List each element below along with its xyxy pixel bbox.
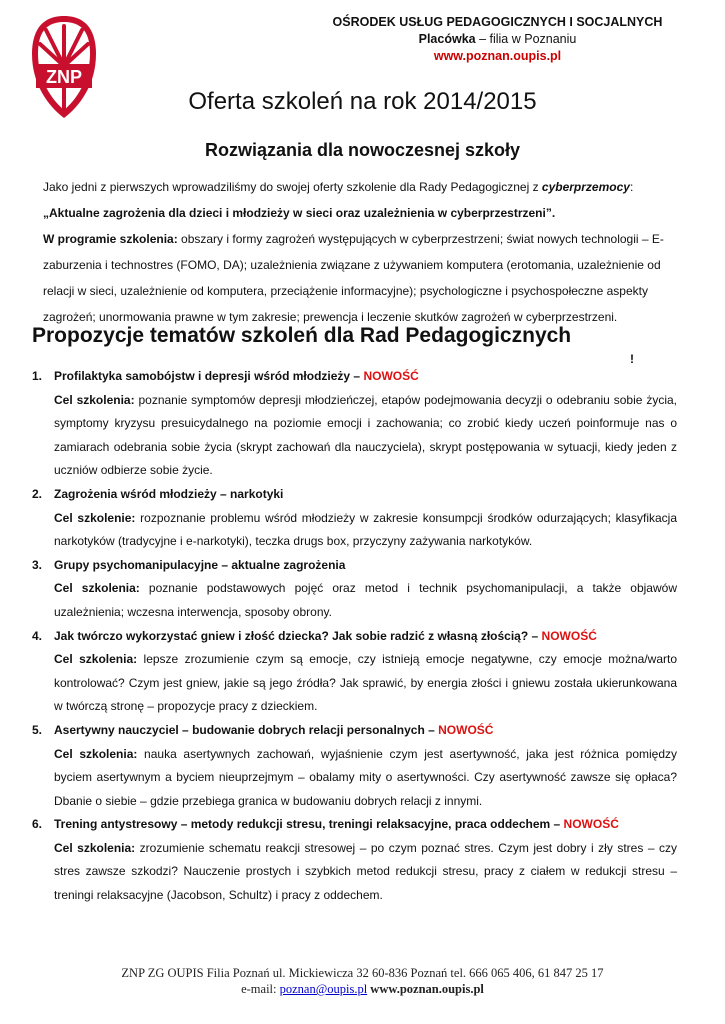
topic-description xyxy=(32,648,677,719)
topic-description xyxy=(32,577,677,624)
footer-email-link[interactable]: poznan@oupis.pl xyxy=(279,982,368,996)
goal-label: Cel szkolenia: xyxy=(54,746,138,761)
goal-text: zrozumienie schematu reakcji stresowej – po czym poznać stres. Czym jest dobry i zły stres – czy stres zawsze szkodzi? Nauczenie prostych i szybkich metod redukcji stresu, pracy z ciałem w redukcji stresu – treningi relaksacyjne (Jacobson, Schultz) i pracy z oddechem. xyxy=(54,840,677,903)
topic-title xyxy=(32,483,677,507)
new-badge: NOWOŚĆ xyxy=(541,628,597,643)
header xyxy=(300,14,695,65)
topic-item xyxy=(32,625,677,719)
topic-title-text: Jak twórczo wykorzystać gniew i złość dziecka? Jak sobie radzić z własną złością? – xyxy=(54,628,542,643)
footer xyxy=(0,965,725,997)
topic-description xyxy=(32,743,677,814)
footer-contact xyxy=(0,981,725,997)
topic-title-text: Asertywny nauczyciel – budowanie dobrych relacji personalnych – xyxy=(54,722,439,737)
topic-item xyxy=(32,483,677,554)
goal-text: rozpoznanie problemu wśród młodzieży w zakresie konsumpcji środków odurzających; klasyfikacja narkotyków (tradycyjne i e-narkotyki), teczka drugs box, przyczyny zażywania narkotyków. xyxy=(54,510,677,549)
topic-number: 4. xyxy=(32,628,43,643)
goal-label: Cel szkolenia: xyxy=(54,581,140,596)
branch-rest: – filia w Poznaniu xyxy=(475,32,577,46)
logo-text: ZNP xyxy=(46,67,82,87)
topic-item xyxy=(32,719,677,813)
goal-label: Cel szkolenie: xyxy=(54,510,136,525)
topic-title xyxy=(32,719,677,743)
topics-list xyxy=(32,365,677,908)
goal-text: nauka asertywnych zachowań, wyjaśnienie czym jest asertywność, jaka jest różnica pomiędzy byciem asertywnym a byciem nieuprzejmym – obalamy mity o asertywności. Czy asertywność zawsze się opłaca? Dbanie o siebie – gdzie przebiega granica w budowaniu dobrych relacji z innymi. xyxy=(54,746,677,808)
goal-label: Cel szkolenia: xyxy=(54,840,136,855)
topic-number: 5. xyxy=(32,722,43,737)
topic-title xyxy=(32,813,677,837)
program-text: obszary i formy zagrożeń występujących w cyberprzestrzeni; świat nowych technologii – E-zaburzenia i technostres (FOMO, DA); uzależnienia związane z używaniem komputera (erotomania, uzależnienie od relacji w sieci, uzależnienie od komputera, przeciążenie informacyjne); psychologiczne i psychospołeczne aspekty zagrożeń; unormowania prawne w tym zakresie; prewencja i leczenie skutków zagrożeń w cyberprzestrzeni. xyxy=(43,232,664,324)
page-title: Oferta szkoleń na rok 2014/2015 xyxy=(188,88,537,115)
topic-description xyxy=(32,837,677,908)
topic-title-text: Grupy psychomanipulacyjne – aktualne zagrożenia xyxy=(54,557,346,572)
new-badge: NOWOŚĆ xyxy=(363,369,419,383)
intro xyxy=(43,174,693,330)
email-label: e-mail: xyxy=(241,982,280,996)
goal-text: lepsze zrozumienie czym są emocje, czy istnieją emocje negatywne, czy emocje można/warto kontrolować? Czym jest gniew, jakie są jego źródła? Jak sprawić, by energia złości i gniewu została ukierunkowana w twórczą stronę – propozycje pracy z dzieckiem. xyxy=(54,652,678,714)
intro-quote: „Aktualne zagrożenia dla dzieci i młodzieży w sieci oraz uzależnienia w cyberprzestrzeni”. xyxy=(43,206,556,220)
topic-title xyxy=(32,365,677,389)
section-title: Propozycje tematów szkoleń dla Rad Pedagogicznych xyxy=(32,324,572,347)
footer-address: ZNP ZG OUPIS Filia Poznań ul. Mickiewicza 32 60-836 Poznań tel. 666 065 406, 61 847 25 17 xyxy=(121,966,604,980)
intro-line1-text: Jako jedni z pierwszych wprowadziliśmy do swojej oferty szkolenie dla Rady Pedagogicznej z xyxy=(43,180,542,194)
topic-number: 1. xyxy=(32,369,43,383)
exclamation-mark: ! xyxy=(630,352,634,366)
topic-number: 6. xyxy=(32,817,43,832)
topic-number: 3. xyxy=(32,557,43,572)
intro-line1 xyxy=(43,174,693,200)
intro-line1-end: : xyxy=(629,180,634,194)
intro-emphasis: cyberprzemocy xyxy=(541,180,630,194)
program-label: W programie szkolenia: xyxy=(43,232,178,246)
topic-title-text: Trening antystresowy – metody redukcji stresu, treningi relaksacyjne, praca oddechem – xyxy=(54,817,564,832)
branch-line xyxy=(300,31,695,48)
topic-title-text: Profilaktyka samobójstw i depresji wśród młodzieży – xyxy=(54,369,364,383)
topic-number: 2. xyxy=(32,486,43,501)
new-badge: NOWOŚĆ xyxy=(438,722,494,737)
topic-description xyxy=(32,507,677,554)
topic-title xyxy=(32,625,677,649)
new-badge: NOWOŚĆ xyxy=(563,817,619,832)
goal-label: Cel szkolenia: xyxy=(54,652,138,667)
intro-program xyxy=(43,226,693,330)
goal-label: Cel szkolenia: xyxy=(54,392,135,407)
topic-title-text: Zagrożenia wśród młodzieży – narkotyki xyxy=(54,486,284,501)
topic-item xyxy=(32,365,677,483)
topic-item xyxy=(32,813,677,907)
branch-bold: Placówka xyxy=(418,32,476,46)
goal-text: poznanie symptomów depresji młodzieńczej, etapów podejmowania decyzji o odebraniu sobie życia, symptomy kryzysu presuicydalnego na poziomie emocji i zachowania; co zrobić kiedy uczeń poinformuje nas o zamiarach odebrania sobie życia (skrypt zachowań dla nauczyciela), skrypt postępowania w sytuacji, kiedy jeden z uczniów odbierze sobie życie. xyxy=(54,392,678,478)
footer-website-link[interactable]: www.poznan.oupis.pl xyxy=(370,982,484,996)
page-subtitle: Rozwiązania dla nowoczesnej szkoły xyxy=(204,140,521,160)
organization-name: OŚRODEK USŁUG PEDAGOGICZNYCH I SOCJALNYCH xyxy=(332,15,663,29)
header-website-link[interactable]: www.poznan.oupis.pl xyxy=(433,49,562,63)
topic-description xyxy=(32,389,677,483)
topic-title xyxy=(32,554,677,578)
goal-text: poznanie podstawowych pojęć oraz metod i technik psychomanipulacji, a także objawów uzależnienia; wczesna interwencja, sposoby obrony. xyxy=(54,581,677,619)
topic-item xyxy=(32,554,677,625)
